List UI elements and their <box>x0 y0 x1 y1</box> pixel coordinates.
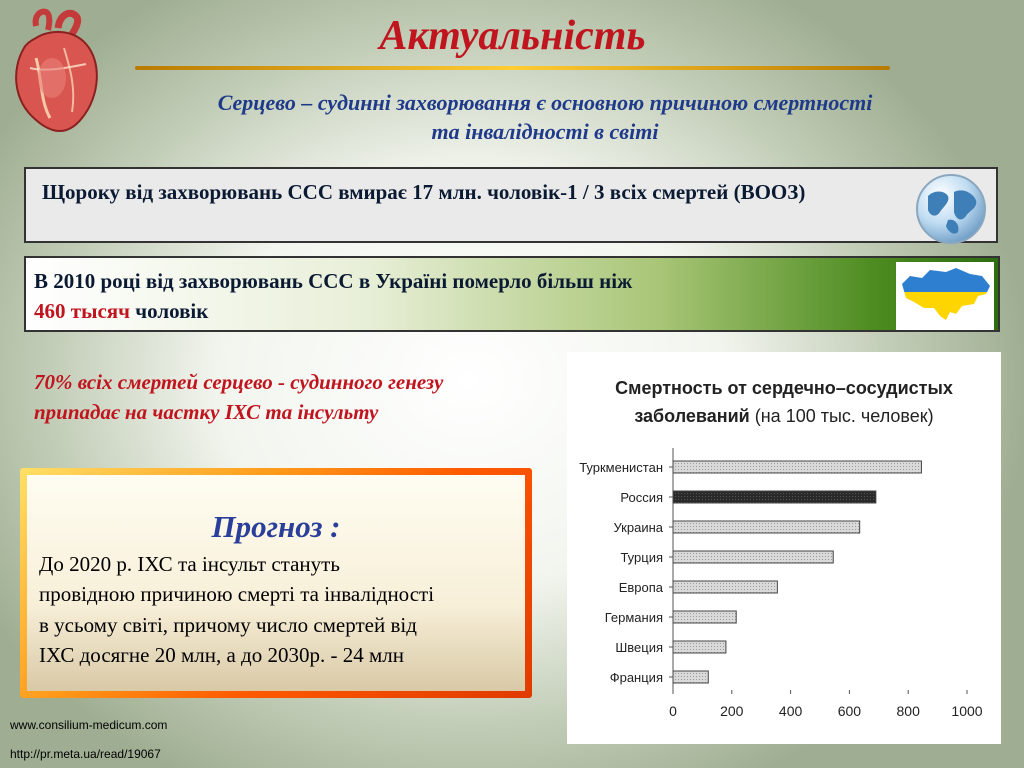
ukraine-flag-map <box>896 262 994 330</box>
chart-category-label-2: Украина <box>613 520 663 535</box>
mortality-chart <box>567 352 1001 744</box>
globe-icon <box>914 172 988 246</box>
forecast-line: ІХС досягне 20 млн, а до 2030р. - 24 млн <box>39 643 404 668</box>
stat-70-line-2: припадає на частку ІХС та інсульту <box>34 400 379 425</box>
chart-title-line-2: заболеваний (на 100 тыс. человек) <box>634 406 934 426</box>
chart-bar-0 <box>673 461 921 473</box>
chart-category-label-4: Европа <box>618 580 663 595</box>
chart-x-tick-label-1: 200 <box>720 703 744 719</box>
ukraine-text-before: В 2010 році від захворювань ССС в Україні померло більш ніж <box>34 269 633 293</box>
page-title: Актуальність <box>379 13 646 59</box>
chart-x-tick-label-4: 800 <box>896 703 920 719</box>
forecast-line: провідною причиною смерті та інвалідності <box>39 582 435 607</box>
who-statistic-box <box>24 167 998 243</box>
chart-bar-2 <box>673 521 860 533</box>
forecast-line: До 2020 р. ІХС та інсульт стануть <box>39 552 340 576</box>
chart-bar-7 <box>673 671 708 683</box>
ukraine-statistic-box <box>24 256 1000 332</box>
chart-x-tick-label-3: 600 <box>837 703 862 719</box>
forecast-text <box>39 549 513 671</box>
page-subtitle <box>105 89 985 146</box>
stat-70-line-1: 70% всіх смертей серцево - судинного генезу <box>34 370 444 394</box>
chart-category-label-3: Турция <box>620 550 663 565</box>
forecast-box <box>20 468 532 698</box>
chart-category-label-0: Туркменистан <box>579 460 663 475</box>
forecast-line: в усьому світі, причому число смертей від <box>39 612 417 637</box>
chart-bar-1 <box>673 491 876 503</box>
chart-title-line-1: Смертность от сердечно–сосудистых <box>615 378 953 398</box>
chart-category-label-6: Швеция <box>615 640 663 655</box>
chart-bar-3 <box>673 551 833 563</box>
ukraine-highlight-number: 460 тысяч <box>34 299 130 324</box>
mortality-chart-panel <box>567 352 1001 744</box>
ukraine-statistic-text <box>34 266 854 327</box>
subtitle-line-1: Серцево – судинні захворювання є основною причиною смертності <box>217 90 873 115</box>
subtitle-line-2: та інвалідності в світі <box>431 118 659 144</box>
forecast-inner <box>27 475 525 691</box>
chart-bar-6 <box>673 641 726 653</box>
heart-illustration <box>6 8 104 140</box>
chart-x-tick-label-2: 400 <box>778 703 803 719</box>
source-link-1[interactable]: www.consilium-medicum.com <box>10 718 168 732</box>
chart-category-label-7: Франция <box>609 670 663 685</box>
chart-category-label-1: Россия <box>620 490 663 505</box>
source-link-2[interactable]: http://pr.meta.ua/read/19067 <box>10 747 161 761</box>
chart-x-tick-label-0: 0 <box>669 703 677 719</box>
who-statistic-text: Щороку від захворювань ССС вмирає 17 млн. чоловік-1 / 3 всіх смертей (ВООЗ) <box>42 180 806 204</box>
chart-bar-5 <box>673 611 736 623</box>
forecast-title: Прогноз : <box>211 509 341 544</box>
chart-category-label-5: Германия <box>604 610 663 625</box>
chart-x-tick-label-5: 1000 <box>951 703 983 719</box>
chart-bar-4 <box>673 581 777 593</box>
stat-70-percent <box>34 367 554 428</box>
title-underline <box>135 66 890 70</box>
ukraine-text-after: чоловік <box>135 299 209 324</box>
